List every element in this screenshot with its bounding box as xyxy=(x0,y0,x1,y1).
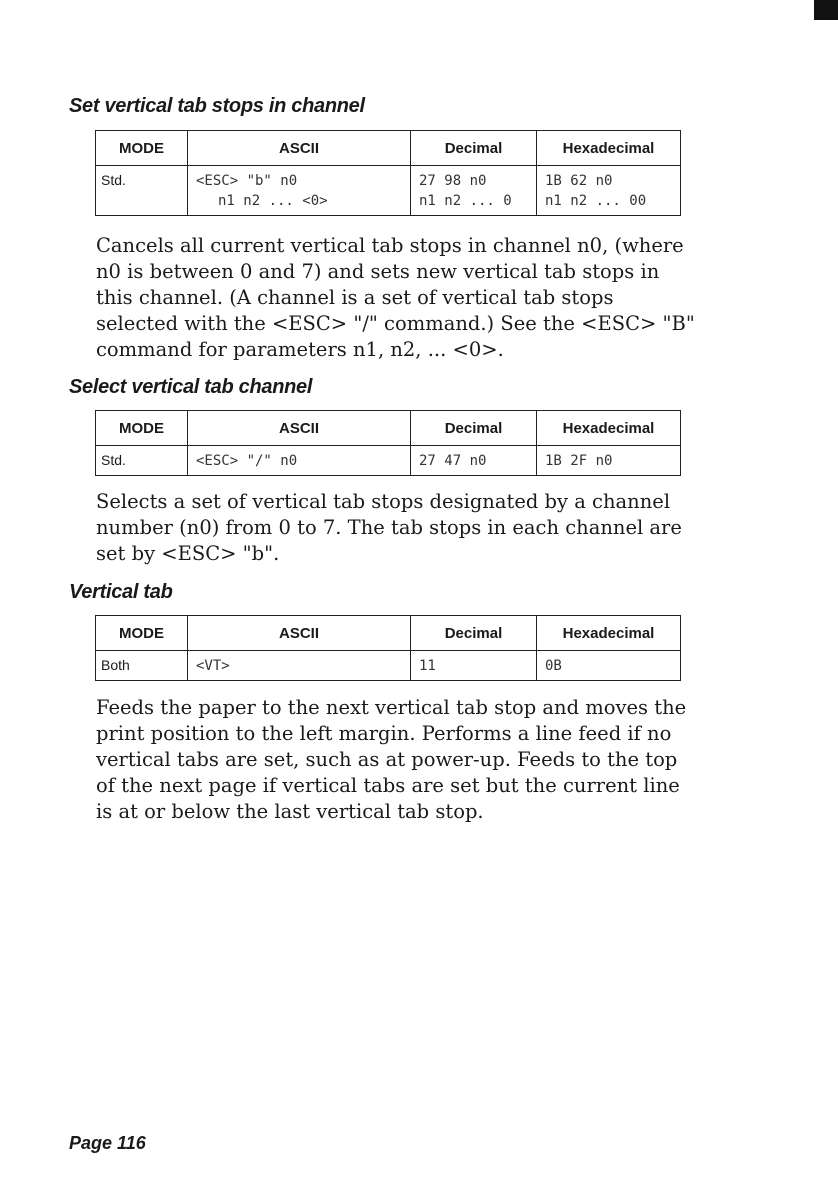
table-header-row xyxy=(96,131,681,166)
cell-hex xyxy=(537,651,681,681)
command-table-vertical-tab xyxy=(95,615,681,681)
decimal-line-1: 27 98 n0 xyxy=(419,172,487,189)
cell-hex xyxy=(537,446,681,476)
decimal-line-1: 11 xyxy=(419,657,436,674)
cell-ascii xyxy=(188,446,411,476)
table-header-row xyxy=(96,411,681,446)
command-table-set-vertical-tab-stops xyxy=(95,130,681,216)
hex-line-1: 0B xyxy=(545,657,562,674)
ascii-line-1: <ESC> "b" n0 xyxy=(196,172,298,189)
cell-mode: Std. xyxy=(96,166,188,216)
corner-mark xyxy=(814,0,838,20)
command-table-select-vertical-tab-channel xyxy=(95,410,681,476)
cell-mode: Both xyxy=(96,651,188,681)
hex-line-2: n1 n2 ... 00 xyxy=(545,192,647,209)
header-decimal: Decimal xyxy=(411,616,537,651)
cell-decimal xyxy=(411,446,537,476)
ascii-line-1: <ESC> "/" n0 xyxy=(196,452,298,469)
ascii-line-2: n1 n2 ... <0> xyxy=(218,192,328,209)
cell-mode: Std. xyxy=(96,446,188,476)
header-mode: MODE xyxy=(96,411,188,446)
header-hex: Hexadecimal xyxy=(537,131,681,166)
header-ascii: ASCII xyxy=(188,131,411,166)
section-heading-select-vertical-tab-channel: Select vertical tab channel xyxy=(69,376,313,398)
section-heading-vertical-tab: Vertical tab xyxy=(69,581,173,603)
page-number: Page 116 xyxy=(69,1133,146,1153)
ascii-line-1: <VT> xyxy=(196,657,230,674)
section-description-select-vertical-tab-channel: Selects a set of vertical tab stops designated by a channel number (n0) from 0 to 7. The tab stops in each channel are set by <ESC> "b". xyxy=(96,490,682,565)
cell-hex xyxy=(537,166,681,216)
header-hex: Hexadecimal xyxy=(537,616,681,651)
hex-line-1: 1B 2F n0 xyxy=(545,452,613,469)
cell-decimal xyxy=(411,166,537,216)
cell-ascii xyxy=(188,166,411,216)
cell-ascii xyxy=(188,651,411,681)
table-row xyxy=(96,166,681,216)
section-heading-set-vertical-tab-stops: Set vertical tab stops in channel xyxy=(69,95,365,117)
header-mode: MODE xyxy=(96,131,188,166)
header-ascii: ASCII xyxy=(188,411,411,446)
hex-line-1: 1B 62 n0 xyxy=(545,172,613,189)
header-hex: Hexadecimal xyxy=(537,411,681,446)
header-mode: MODE xyxy=(96,616,188,651)
section-description-set-vertical-tab-stops: Cancels all current vertical tab stops in channel n0, (where n0 is between 0 and 7) and sets new vertical tab stops in this channel. (A channel is a set of vertical tab stops selected with the <ESC> "/" command.) See the <ESC> "B" command for parameters n1, n2, ... <0>. xyxy=(96,234,695,361)
header-decimal: Decimal xyxy=(411,131,537,166)
decimal-line-1: 27 47 n0 xyxy=(419,452,487,469)
table-row xyxy=(96,446,681,476)
header-decimal: Decimal xyxy=(411,411,537,446)
decimal-line-2: n1 n2 ... 0 xyxy=(419,192,512,209)
cell-decimal xyxy=(411,651,537,681)
header-ascii: ASCII xyxy=(188,616,411,651)
table-row xyxy=(96,651,681,681)
table-header-row xyxy=(96,616,681,651)
section-description-vertical-tab: Feeds the paper to the next vertical tab stop and moves the print position to the left margin. Performs a line feed if no vertical tabs are set, such as at power-up. Feeds to the top of the next page if vertical tabs are set but the current line is at or below the last vertical tab stop. xyxy=(96,696,687,823)
